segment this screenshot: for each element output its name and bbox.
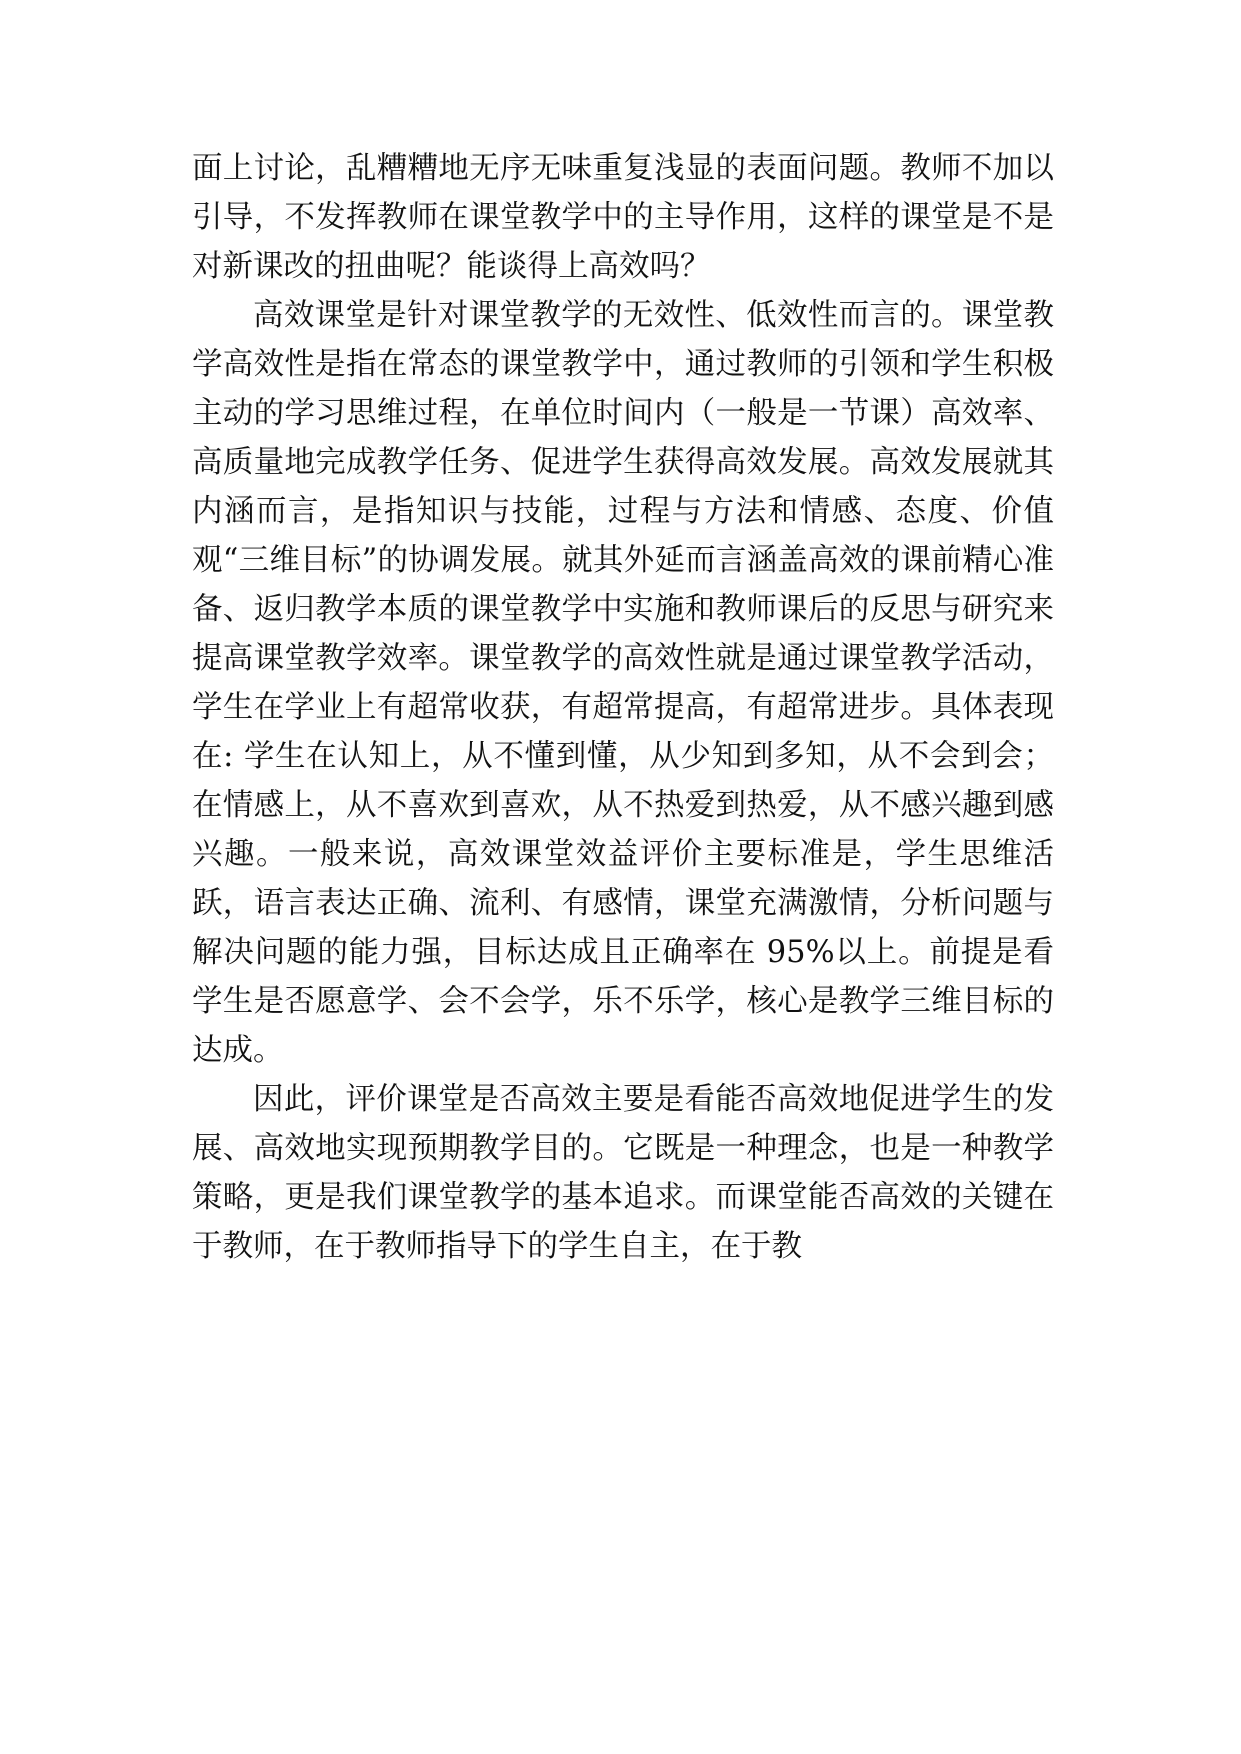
paragraph-2: 高效课堂是针对课堂教学的无效性、低效性而言的。课堂教学高效性是指在常态的课堂教学中，通过教师的引领和学生积极主动的学习思维过程，在单位时间内（一般是一节课）高效率、高质量地完成教学任务、促进学生获得高效发展。高效发展就其内涵而言，是指知识与技能，过程与方法和情感、态度、价值观“三维目标”的协调发展。就其外延而言涵盖高效的课前精心准备、返归教学本质的课堂教学中实施和教师课后的反思与研究来提高课堂教学效率。课堂教学的高效性就是通过课堂教学活动，学生在学业上有超常收获，有超常提高，有超常进步。具体表现在: 学生在认知上，从不懂到懂，从少知到多知，从不会到会；在情感上，从不喜欢到喜欢，从不热爱到热爱，从不感兴趣到感兴趣。一般来说，高效课堂效益评价主要标准是，学生思维活跃，语言表达正确、流利、有感情，课堂充满激情，分析问题与解决问题的能力强，目标达成且正确率在 95%以上。前提是看学生是否愿意学、会不会学，乐不乐学，核心是教学三维目标的达成。 (192, 298, 1054, 1068)
paragraph-3: 因此，评价课堂是否高效主要是看能否高效地促进学生的发展、高效地实现预期教学目的。它既是一种理念，也是一种教学策略，更是我们课堂教学的基本追求。而课堂能否高效的关键在于教师，在于教师指导下的学生自主，在于教 (192, 1082, 1054, 1264)
body-text (192, 144, 1054, 1271)
paragraph-1: 面上讨论，乱糟糟地无序无味重复浅显的表面问题。教师不加以引导，不发挥教师在课堂教学中的主导作用，这样的课堂是不是对新课改的扭曲呢？能谈得上高效吗？ (192, 151, 1054, 284)
